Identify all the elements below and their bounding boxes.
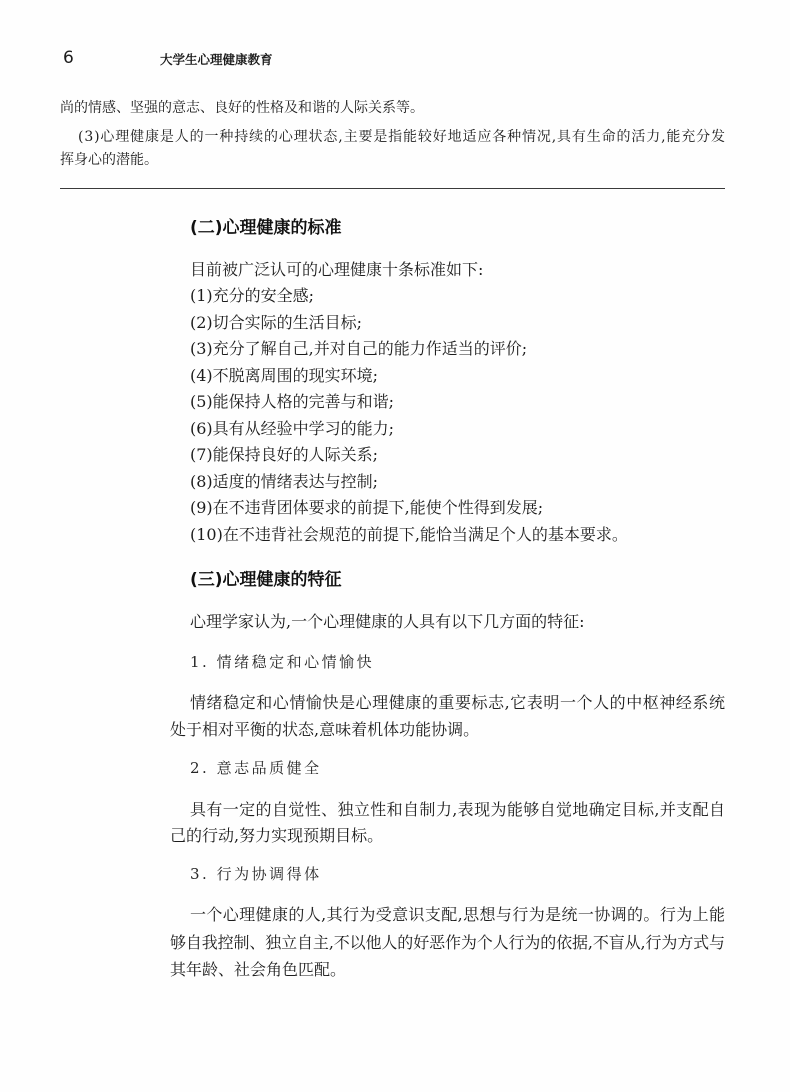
standards-intro: 目前被广泛认可的心理健康十条标准如下: (190, 260, 484, 279)
list-item: (2)切合实际的生活目标; (190, 312, 363, 332)
paragraph-line: 够自我控制、独立自主,不以他人的好恶作为个人行为的依据,不盲从,行为方式与 (170, 933, 725, 952)
paragraph-line: 具有一定的自觉性、独立性和自制力,表现为能够自觉地确定目标,并支配自 (190, 800, 726, 819)
list-item: (3)充分了解自己,并对自己的能力作适当的评价; (190, 339, 528, 358)
running-title: 大学生心理健康教育 (160, 52, 273, 67)
paragraph-line: 其年龄、社会角色匹配。 (170, 960, 347, 979)
paragraph-line: 处于相对平衡的状态,意味着机体功能协调。 (170, 720, 480, 739)
section-heading-standards: (二)心理健康的标准 (190, 218, 342, 238)
feature-title: 2. 意志品质健全 (190, 759, 322, 777)
paragraph-line: 情绪稳定和心情愉快是心理健康的重要标志,它表明一个人的中枢神经系统 (190, 693, 726, 712)
paragraph-line: 一个心理健康的人,其行为受意识支配,思想与行为是统一协调的。行为上能 (190, 905, 726, 924)
page-number: 6 (63, 48, 74, 68)
list-item: (5)能保持人格的完善与和谐; (190, 392, 395, 411)
section-divider (60, 188, 725, 189)
continued-paragraph-line: 挥身心的潜能。 (60, 152, 158, 168)
list-item: (4)不脱离周围的现实环境; (190, 365, 379, 385)
section-heading-characteristics: (三)心理健康的特征 (190, 570, 342, 590)
feature-title: 1. 情绪稳定和心情愉快 (190, 653, 375, 671)
list-item: (1)充分的安全感; (190, 286, 315, 305)
paragraph-line: 己的行动,努力实现预期目标。 (170, 826, 384, 845)
list-item: (9)在不违背团体要求的前提下,能使个性得到发展; (190, 498, 544, 517)
characteristics-intro: 心理学家认为,一个心理健康的人具有以下几方面的特征: (190, 612, 585, 631)
feature-title: 3. 行为协调得体 (190, 865, 322, 883)
list-item: (10)在不违背社会规范的前提下,能恰当满足个人的基本要求。 (190, 524, 628, 544)
list-item: (8)适度的情绪表达与控制; (190, 471, 379, 491)
continued-paragraph-line: 尚的情感、坚强的意志、良好的性格及和谐的人际关系等。 (60, 100, 424, 116)
list-item: (7)能保持良好的人际关系; (190, 445, 379, 464)
list-item: (6)具有从经验中学习的能力; (190, 418, 395, 438)
continued-paragraph-line: (3)心理健康是人的一种持续的心理状态,主要是指能较好地适应各种情况,具有生命的活力,能充分发 (78, 129, 726, 145)
standards-list (190, 283, 628, 548)
